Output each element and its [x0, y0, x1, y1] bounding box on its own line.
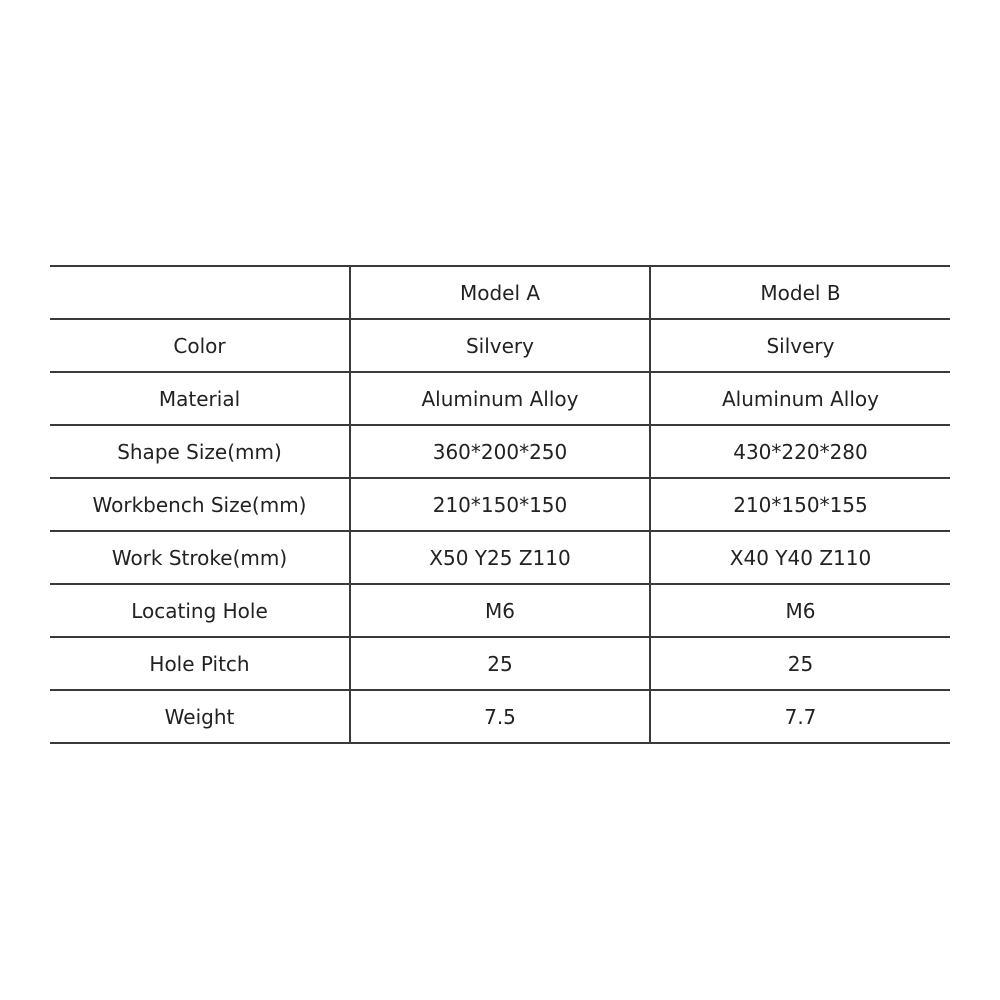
model-a-value: Aluminum Alloy: [350, 372, 650, 425]
row-label: Hole Pitch: [50, 637, 350, 690]
table-row: [50, 372, 950, 425]
model-b-value: 25: [650, 637, 950, 690]
row-label: Workbench Size(mm): [50, 478, 350, 531]
row-label: Shape Size(mm): [50, 425, 350, 478]
row-label: Material: [50, 372, 350, 425]
model-b-value: 430*220*280: [650, 425, 950, 478]
header-corner-cell: [50, 266, 350, 319]
model-a-value: 25: [350, 637, 650, 690]
header-model-a: Model A: [350, 266, 650, 319]
row-label: Locating Hole: [50, 584, 350, 637]
model-b-value: Aluminum Alloy: [650, 372, 950, 425]
model-a-value: 210*150*150: [350, 478, 650, 531]
table-row: [50, 637, 950, 690]
table-row: [50, 319, 950, 372]
model-b-value: M6: [650, 584, 950, 637]
table-header-row: [50, 266, 950, 319]
row-label: Color: [50, 319, 350, 372]
header-model-b: Model B: [650, 266, 950, 319]
model-b-value: 210*150*155: [650, 478, 950, 531]
model-b-value: Silvery: [650, 319, 950, 372]
model-a-value: 7.5: [350, 690, 650, 743]
model-a-value: M6: [350, 584, 650, 637]
model-b-value: 7.7: [650, 690, 950, 743]
row-label: Work Stroke(mm): [50, 531, 350, 584]
table-row: [50, 531, 950, 584]
table-row: [50, 584, 950, 637]
model-b-value: X40 Y40 Z110: [650, 531, 950, 584]
table-row: [50, 425, 950, 478]
row-label: Weight: [50, 690, 350, 743]
model-a-value: X50 Y25 Z110: [350, 531, 650, 584]
table-row: [50, 478, 950, 531]
spec-comparison-table: [50, 265, 950, 744]
model-a-value: Silvery: [350, 319, 650, 372]
table-row: [50, 690, 950, 743]
model-a-value: 360*200*250: [350, 425, 650, 478]
